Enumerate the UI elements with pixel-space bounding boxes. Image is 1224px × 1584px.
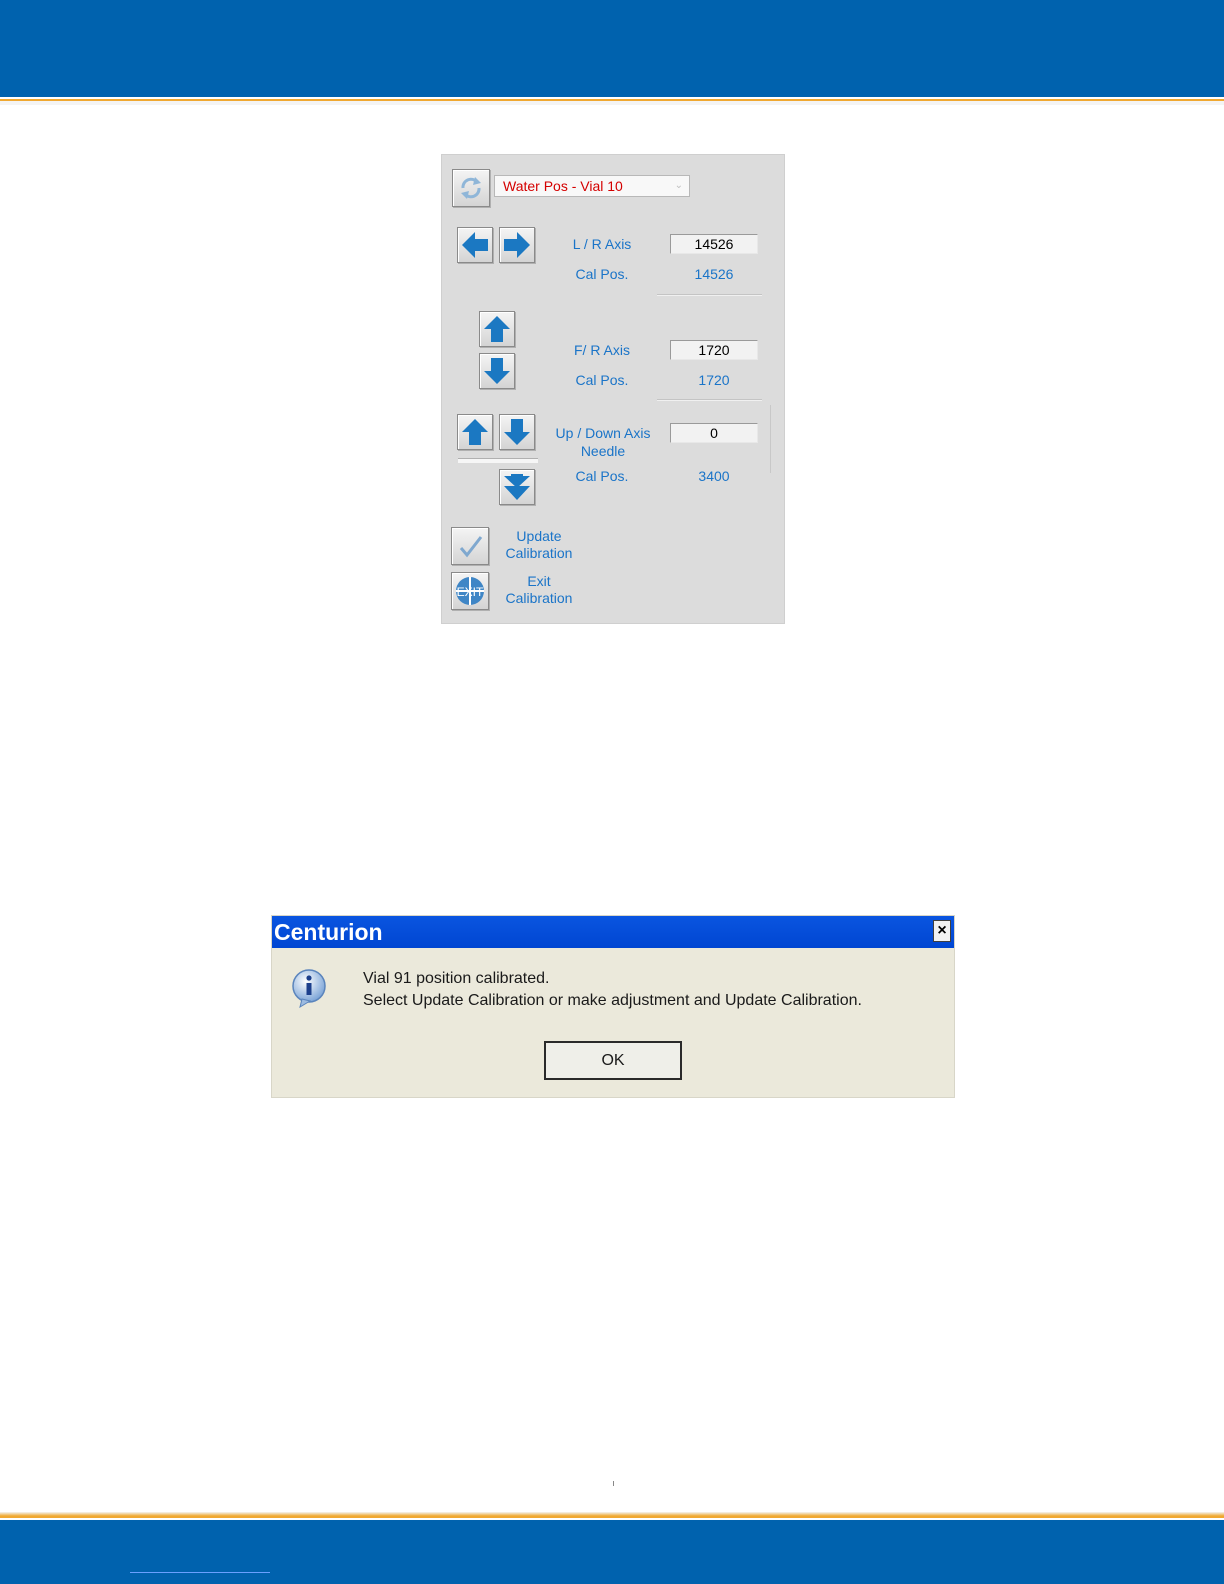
dialog-title-bar[interactable] xyxy=(272,916,954,948)
calibration-panel xyxy=(441,154,785,624)
footer-stripe xyxy=(0,1512,1224,1520)
checkmark-icon xyxy=(455,531,485,561)
dialog-message-line2: Select Update Calibration or make adjustment and Update Calibration. xyxy=(363,992,862,1009)
arrow-down-icon xyxy=(482,356,512,386)
divider xyxy=(657,294,762,296)
divider xyxy=(657,399,762,401)
arrow-left-icon xyxy=(460,230,490,260)
fr-axis-label: F/ R Axis xyxy=(573,342,630,358)
vial-position-value: Water Pos - Vial 10 xyxy=(503,178,623,194)
header-band xyxy=(0,0,1224,97)
divider xyxy=(770,405,771,473)
footer-link-underline xyxy=(130,1572,270,1573)
vial-position-select[interactable] xyxy=(494,175,690,197)
message-dialog xyxy=(271,915,955,1098)
move-rear-button[interactable] xyxy=(479,353,515,389)
svg-text:EXIT: EXIT xyxy=(456,585,484,599)
move-forward-button[interactable] xyxy=(479,311,515,347)
move-right-button[interactable] xyxy=(499,227,535,263)
move-left-button[interactable] xyxy=(457,227,493,263)
exit-calibration-label: Exit Calibration xyxy=(505,573,573,606)
needle-fast-down-button[interactable] xyxy=(499,469,535,505)
header-stripe xyxy=(0,97,1224,105)
lr-cal-pos-value: 14526 xyxy=(694,266,734,282)
chevron-down-icon: ⌄ xyxy=(674,180,683,191)
dialog-title: Centurion xyxy=(274,919,383,945)
needle-down-button[interactable] xyxy=(499,414,535,450)
dialog-message-line1: Vial 91 position calibrated. xyxy=(363,970,550,987)
exit-calibration-button[interactable] xyxy=(451,572,489,610)
update-calibration-label: Update Calibration xyxy=(505,528,573,561)
footer-band xyxy=(0,1520,1224,1584)
double-arrow-down-icon xyxy=(502,472,532,502)
update-calibration-button[interactable] xyxy=(451,527,489,565)
arrow-down-icon xyxy=(502,417,532,447)
fr-axis-value[interactable]: 1720 xyxy=(670,340,758,360)
needle-up-button[interactable] xyxy=(457,414,493,450)
needle-bar-divider xyxy=(458,458,538,463)
info-icon xyxy=(290,968,328,1013)
refresh-button[interactable] xyxy=(452,169,490,207)
fr-cal-pos-value: 1720 xyxy=(698,372,730,388)
lr-cal-pos-label: Cal Pos. xyxy=(575,266,629,282)
lr-axis-value[interactable]: 14526 xyxy=(670,234,758,254)
arrow-right-icon xyxy=(502,230,532,260)
refresh-icon xyxy=(457,174,485,202)
lr-axis-label: L / R Axis xyxy=(572,236,632,252)
page-marker xyxy=(613,1481,614,1486)
fr-cal-pos-label: Cal Pos. xyxy=(575,372,629,388)
exit-icon xyxy=(454,575,486,607)
updown-axis-value[interactable]: 0 xyxy=(670,423,758,443)
arrow-up-icon xyxy=(482,314,512,344)
updown-cal-pos-value: 3400 xyxy=(698,468,730,484)
updown-axis-label: Up / Down Axis xyxy=(555,425,651,441)
updown-cal-pos-label: Cal Pos. xyxy=(575,468,629,484)
ok-button[interactable]: OK xyxy=(544,1041,682,1080)
arrow-up-icon xyxy=(460,417,490,447)
needle-label: Needle xyxy=(580,443,626,459)
dialog-close-button[interactable]: × xyxy=(933,920,951,942)
